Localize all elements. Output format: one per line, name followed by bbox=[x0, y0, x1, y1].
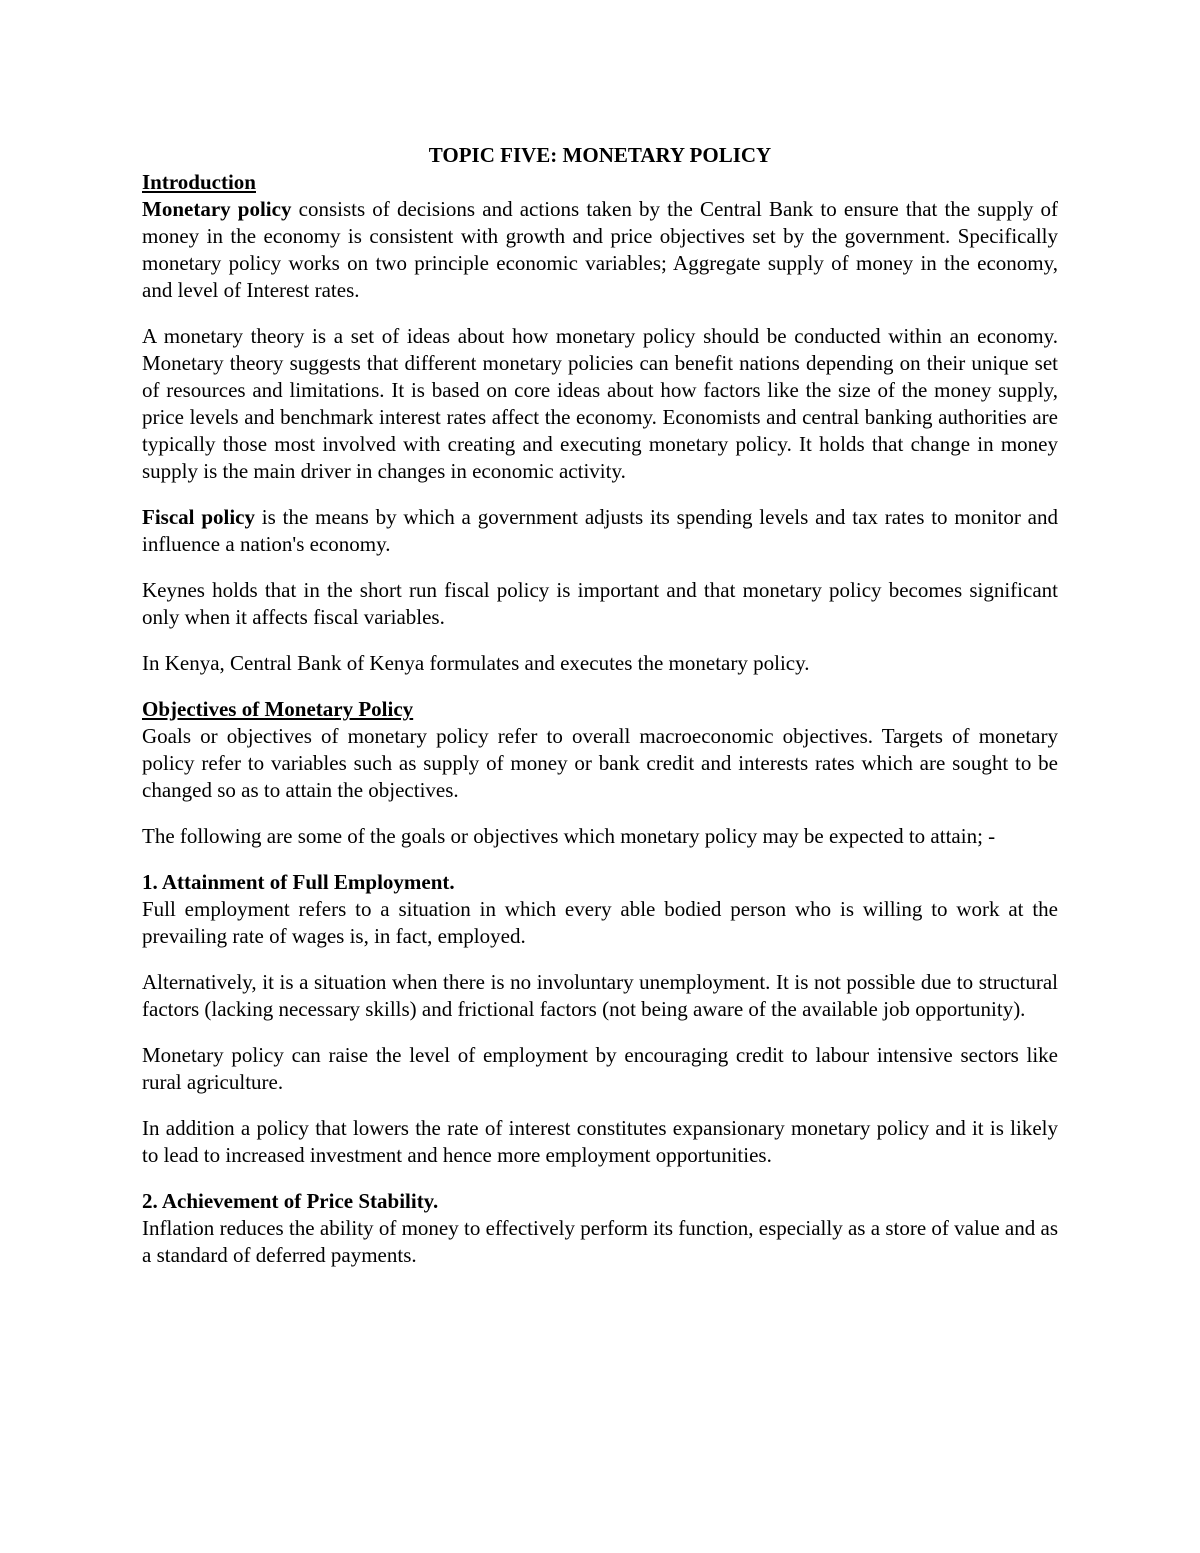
objective-1-paragraph-4: In addition a policy that lowers the rate of interest constitutes expansionary monetary policy and it is likely to lead to increased investment and hence more employment opportunities. bbox=[142, 1116, 1058, 1167]
intro-paragraph-5: In Kenya, Central Bank of Kenya formulates and executes the monetary policy. bbox=[142, 651, 810, 675]
term-monetary-policy: Monetary policy bbox=[142, 197, 292, 221]
intro-paragraph-4: Keynes holds that in the short run fiscal policy is important and that monetary policy becomes significant only when it affects fiscal variables. bbox=[142, 578, 1058, 629]
objectives-heading: Objectives of Monetary Policy bbox=[142, 697, 414, 721]
page-title: TOPIC FIVE: MONETARY POLICY bbox=[428, 143, 772, 167]
objective-1-paragraph-1: Full employment refers to a situation in which every able bodied person who is willing to work at the prevailing rate of wages is, in fact, employed. bbox=[142, 897, 1058, 948]
intro-paragraph-3 bbox=[142, 504, 1058, 558]
objective-1-heading: 1. Attainment of Full Employment. bbox=[142, 870, 455, 894]
objective-1-paragraph-2: Alternatively, it is a situation when there is no involuntary unemployment. It is not possible due to structural factors (lacking necessary skills) and frictional factors (not being aware of the available job opportunity). bbox=[142, 970, 1058, 1021]
document-page bbox=[142, 142, 1058, 1269]
objective-1-paragraph-3: Monetary policy can raise the level of employment by encouraging credit to labour intensive sectors like rural agriculture. bbox=[142, 1043, 1058, 1094]
objective-2-paragraph-1: Inflation reduces the ability of money to effectively perform its function, especially as a store of value and as a standard of deferred payments. bbox=[142, 1216, 1058, 1267]
term-fiscal-policy: Fiscal policy bbox=[142, 505, 255, 529]
introduction-heading: Introduction bbox=[142, 170, 256, 194]
objectives-paragraph-1: Goals or objectives of monetary policy refer to overall macroeconomic objectives. Targets of monetary policy refer to variables such as supply of money or bank credit and interests rates which are sought to be changed so as to attain the objectives. bbox=[142, 724, 1058, 802]
intro-paragraph-1 bbox=[142, 196, 1058, 304]
objective-2-heading: 2. Achievement of Price Stability. bbox=[142, 1189, 439, 1213]
intro-paragraph-3-text: is the means by which a government adjusts its spending levels and tax rates to monitor and influence a nation's economy. bbox=[142, 505, 1058, 556]
intro-paragraph-2: A monetary theory is a set of ideas about how monetary policy should be conducted within an economy. Monetary theory suggests that different monetary policies can benefit nations depending on their unique set of resources and limitations. It is based on core ideas about how factors like the size of the money supply, price levels and benchmark interest rates affect the economy. Economists and central banking authorities are typically those most involved with creating and executing monetary policy. It holds that change in money supply is the main driver in changes in economic activity. bbox=[142, 324, 1058, 483]
objectives-paragraph-2: The following are some of the goals or objectives which monetary policy may be expected to attain; - bbox=[142, 824, 996, 848]
intro-paragraph-1-text: consists of decisions and actions taken by the Central Bank to ensure that the supply of money in the economy is consistent with growth and price objectives set by the government. Specifically monetary policy works on two principle economic variables; Aggregate supply of money in the economy, and level of Interest rates. bbox=[142, 197, 1058, 302]
